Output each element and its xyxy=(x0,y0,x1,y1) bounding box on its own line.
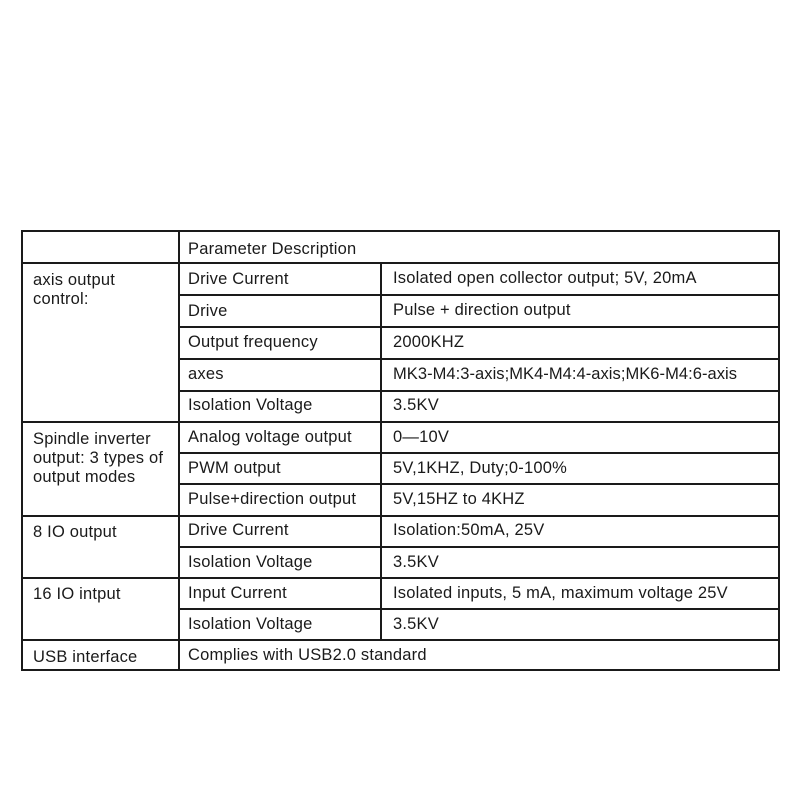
group-label-spindle-inverter: Spindle inverter output: 3 types of output modes xyxy=(33,430,164,486)
row-divider xyxy=(21,669,780,671)
param-cell: Drive Current xyxy=(188,270,289,288)
param-cell: Output frequency xyxy=(188,333,318,351)
value-cell: 5V,1KHZ, Duty;0-100% xyxy=(393,459,567,477)
value-cell: Isolated open collector output; 5V, 20mA xyxy=(393,269,697,287)
group-label-8-io-output: 8 IO output xyxy=(33,523,117,541)
group-label-usb: USB interface xyxy=(33,648,138,666)
param-cell: Isolation Voltage xyxy=(188,553,313,571)
row-divider xyxy=(178,452,780,454)
value-cell: Isolation:50mA, 25V xyxy=(393,521,545,539)
column-divider xyxy=(778,230,780,671)
value-cell: 3.5KV xyxy=(393,615,439,633)
row-divider xyxy=(21,639,780,641)
value-cell: 5V,15HZ to 4KHZ xyxy=(393,490,525,508)
column-divider xyxy=(380,262,382,639)
param-cell: Isolation Voltage xyxy=(188,615,313,633)
row-divider xyxy=(178,483,780,485)
row-divider xyxy=(21,262,780,264)
param-cell: Drive xyxy=(188,302,228,320)
param-cell: axes xyxy=(188,365,224,383)
param-cell: Drive Current xyxy=(188,521,289,539)
value-cell: Isolated inputs, 5 mA, maximum voltage 25V xyxy=(393,584,728,602)
param-cell: Analog voltage output xyxy=(188,428,352,446)
row-divider xyxy=(178,358,780,360)
param-cell: Pulse+direction output xyxy=(188,490,357,508)
row-divider xyxy=(21,515,780,517)
value-cell: MK3-M4:3-axis;MK4-M4:4-axis;MK6-M4:6-axis xyxy=(393,365,738,383)
value-cell: 0—10V xyxy=(393,428,450,446)
column-divider xyxy=(21,230,23,671)
param-cell: Input Current xyxy=(188,584,287,602)
row-divider xyxy=(21,577,780,579)
row-divider xyxy=(178,608,780,610)
value-cell: 3.5KV xyxy=(393,396,439,414)
value-cell: 3.5KV xyxy=(393,553,439,571)
param-cell: PWM output xyxy=(188,459,281,477)
spec-table xyxy=(21,230,780,671)
row-divider xyxy=(21,421,780,423)
row-divider xyxy=(178,294,780,296)
group-label-axis-output: axis output control: xyxy=(33,271,116,308)
value-cell: Pulse + direction output xyxy=(393,301,571,319)
table-header: Parameter Description xyxy=(188,240,357,258)
row-divider xyxy=(178,390,780,392)
group-label-16-io-input: 16 IO intput xyxy=(33,585,121,603)
row-divider xyxy=(21,230,780,232)
value-cell: 2000KHZ xyxy=(393,333,465,351)
row-divider xyxy=(178,546,780,548)
param-cell: Isolation Voltage xyxy=(188,396,313,414)
usb-value-cell: Complies with USB2.0 standard xyxy=(188,646,427,664)
row-divider xyxy=(178,326,780,328)
